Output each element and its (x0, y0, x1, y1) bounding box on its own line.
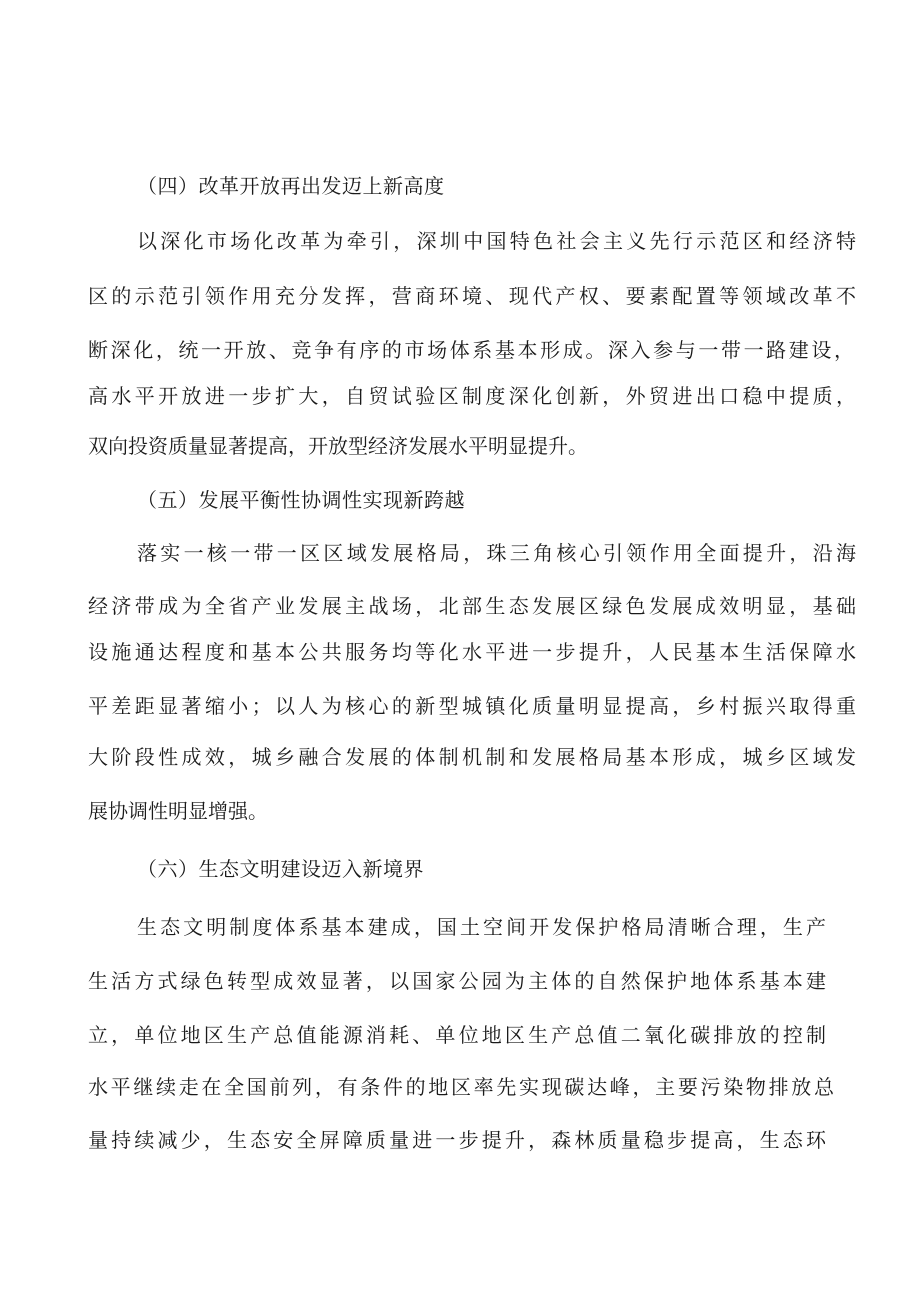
paragraph-line: 以深化市场化改革为牵引，深圳中国特色社会主义先行示范区和经济特 (137, 229, 856, 253)
paragraph-line: 大阶段性成效，城乡融合发展的体制机制和发展格局基本形成，城乡区域发 (88, 745, 856, 769)
paragraph-line: 生活方式绿色转型成效显著，以国家公园为主体的自然保护地体系基本建 (88, 969, 826, 993)
section-heading-4: （四）改革开放再出发迈上新高度 (137, 174, 445, 198)
paragraph-line: 量持续减少，生态安全屏障质量进一步提升，森林质量稳步提高，生态环 (88, 1128, 826, 1152)
paragraph-line: 落实一核一带一区区域发展格局，珠三角核心引领作用全面提升，沿海 (137, 541, 856, 565)
paragraph-line: 高水平开放进一步扩大，自贸试验区制度深化创新，外贸进出口稳中提质， (88, 384, 856, 408)
paragraph-line: 平差距显著缩小；以人为核心的新型城镇化质量明显提高，乡村振兴取得重 (88, 694, 856, 718)
paragraph-line: 设施通达程度和基本公共服务均等化水平进一步提升，人民基本生活保障水 (88, 640, 856, 664)
section-heading-5: （五）发展平衡性协调性实现新跨越 (137, 488, 465, 512)
paragraph-line: 经济带成为全省产业发展主战场，北部生态发展区绿色发展成效明显，基础 (88, 594, 856, 618)
paragraph-line: 生态文明制度体系基本建成，国土空间开发保护格局清晰合理，生产 (137, 915, 826, 939)
paragraph-line: 展协调性明显增强。 (88, 799, 268, 823)
paragraph-line: 水平继续走在全国前列，有条件的地区率先实现碳达峰，主要污染物排放总 (88, 1075, 834, 1099)
paragraph-line: 立，单位地区生产总值能源消耗、单位地区生产总值二氧化碳排放的控制 (88, 1023, 826, 1047)
section-heading-6: （六）生态文明建设迈入新境界 (137, 857, 424, 881)
paragraph-line: 区的示范引领作用充分发挥，营商环境、现代产权、要素配置等领域改革不 (88, 284, 856, 308)
paragraph-line: 断深化，统一开放、竞争有序的市场体系基本形成。深入参与一带一路建设， (88, 338, 854, 362)
paragraph-line: 双向投资质量显著提高，开放型经济发展水平明显提升。 (88, 434, 588, 458)
